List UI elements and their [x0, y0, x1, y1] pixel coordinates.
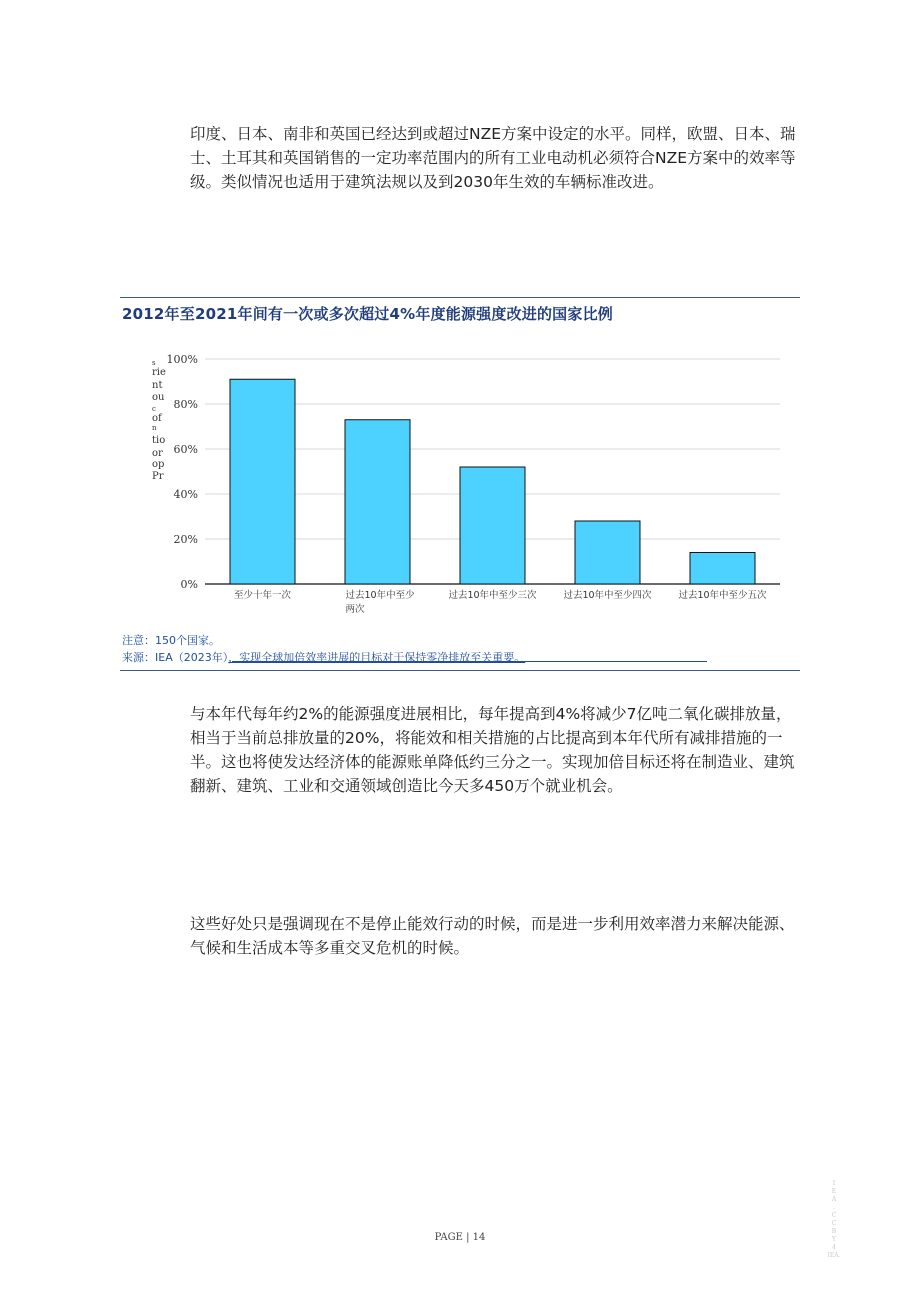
watermark-glyph: 4	[832, 1244, 836, 1251]
watermark-glyph: I	[832, 1180, 836, 1187]
y-tick-label: 100%	[166, 353, 198, 366]
bar	[575, 521, 640, 584]
y-tick-label: 0%	[180, 578, 198, 591]
watermark-glyph: .	[833, 1204, 835, 1211]
watermark-glyph: IEA.	[827, 1252, 841, 1259]
watermark-glyph: C	[831, 1212, 837, 1219]
paragraph-benefits: 与本年代每年约2%的能源强度进展相比，每年提高到4%将减少7亿吨二氧化碳排放量，相当于当前总排放量的20%，将能效和相关措施的占比提高到本年代所有减排措施的一半。这也将使发达经济体的能源账单降低约三分之一。实现加倍目标还将在制造业、建筑翻新、建筑、工业和交通领域创造比今天多450万个就业机会。	[190, 705, 795, 795]
bar	[230, 379, 295, 584]
bar-chart	[140, 345, 800, 625]
y-axis-label-fragment: nt	[152, 380, 163, 391]
y-tick-label: 20%	[173, 533, 198, 546]
bar	[690, 553, 755, 585]
figure-note: 注意：150个国家。	[122, 634, 220, 647]
x-tick-label: 过去10年中至少四次	[563, 590, 652, 601]
watermark-glyph: B	[831, 1228, 837, 1235]
y-tick-label: 60%	[173, 443, 198, 456]
x-tick-label: 两次	[345, 604, 365, 615]
watermark-glyph: C	[831, 1220, 837, 1227]
y-axis-label-fragment: n	[152, 424, 157, 432]
y-axis-label-fragment: c	[152, 405, 156, 413]
x-tick-label: 至少十年一次	[233, 590, 292, 601]
page-number: PAGE | 14	[434, 1232, 486, 1243]
source-prefix: 来源：IEA（2023年）	[122, 651, 229, 664]
y-axis-label-fragment: ou	[152, 392, 165, 403]
figure-title: 2012年至2021年间有一次或多次超过4%年度能源强度改进的国家比例	[122, 305, 613, 323]
y-axis-label-fragment: Pr	[152, 471, 164, 482]
figure-source	[122, 649, 525, 665]
y-axis-label-fragment: rie	[152, 367, 166, 378]
source-link[interactable]: ，实现全球加倍效率进展的目标对于保持零净排放至关重要。	[228, 651, 526, 664]
figure-bottom-rule	[120, 670, 800, 671]
y-axis-label-fragment: op	[152, 459, 165, 470]
y-axis-label-fragment: s	[152, 359, 156, 367]
paragraph-conclusion: 这些好处只是强调现在不是停止能效行动的时候，而是进一步利用效率潜力来解决能源、气候和生活成本等多重交叉危机的时候。	[190, 915, 795, 957]
y-axis-label-fragment: or	[152, 448, 163, 459]
x-tick-label: 过去10年中至少	[345, 590, 415, 601]
watermark-glyph: A	[831, 1196, 837, 1203]
iea-watermark	[824, 1180, 844, 1260]
x-tick-label: 过去10年中至少五次	[678, 590, 767, 601]
watermark-glyph: E	[831, 1188, 837, 1195]
y-axis-label-fragment: tio	[152, 435, 166, 446]
y-tick-label: 40%	[173, 488, 198, 501]
figure-top-rule	[120, 297, 800, 298]
watermark-glyph: Y	[832, 1236, 836, 1243]
bar	[460, 467, 525, 584]
y-axis-label-fragment: of	[152, 413, 162, 424]
source-link-underline	[232, 661, 707, 662]
paragraph-intro: 印度、日本、南非和英国已经达到或超过NZE方案中设定的水平。同样，欧盟、日本、瑞士、土耳其和英国销售的一定功率范围内的所有工业电动机必须符合NZE方案中的效率等级。类似情况也适用于建筑法规以及到2030年生效的车辆标准改进。	[190, 125, 796, 191]
x-tick-label: 过去10年中至少三次	[448, 590, 537, 601]
y-tick-label: 80%	[173, 398, 198, 411]
bar	[345, 420, 410, 584]
